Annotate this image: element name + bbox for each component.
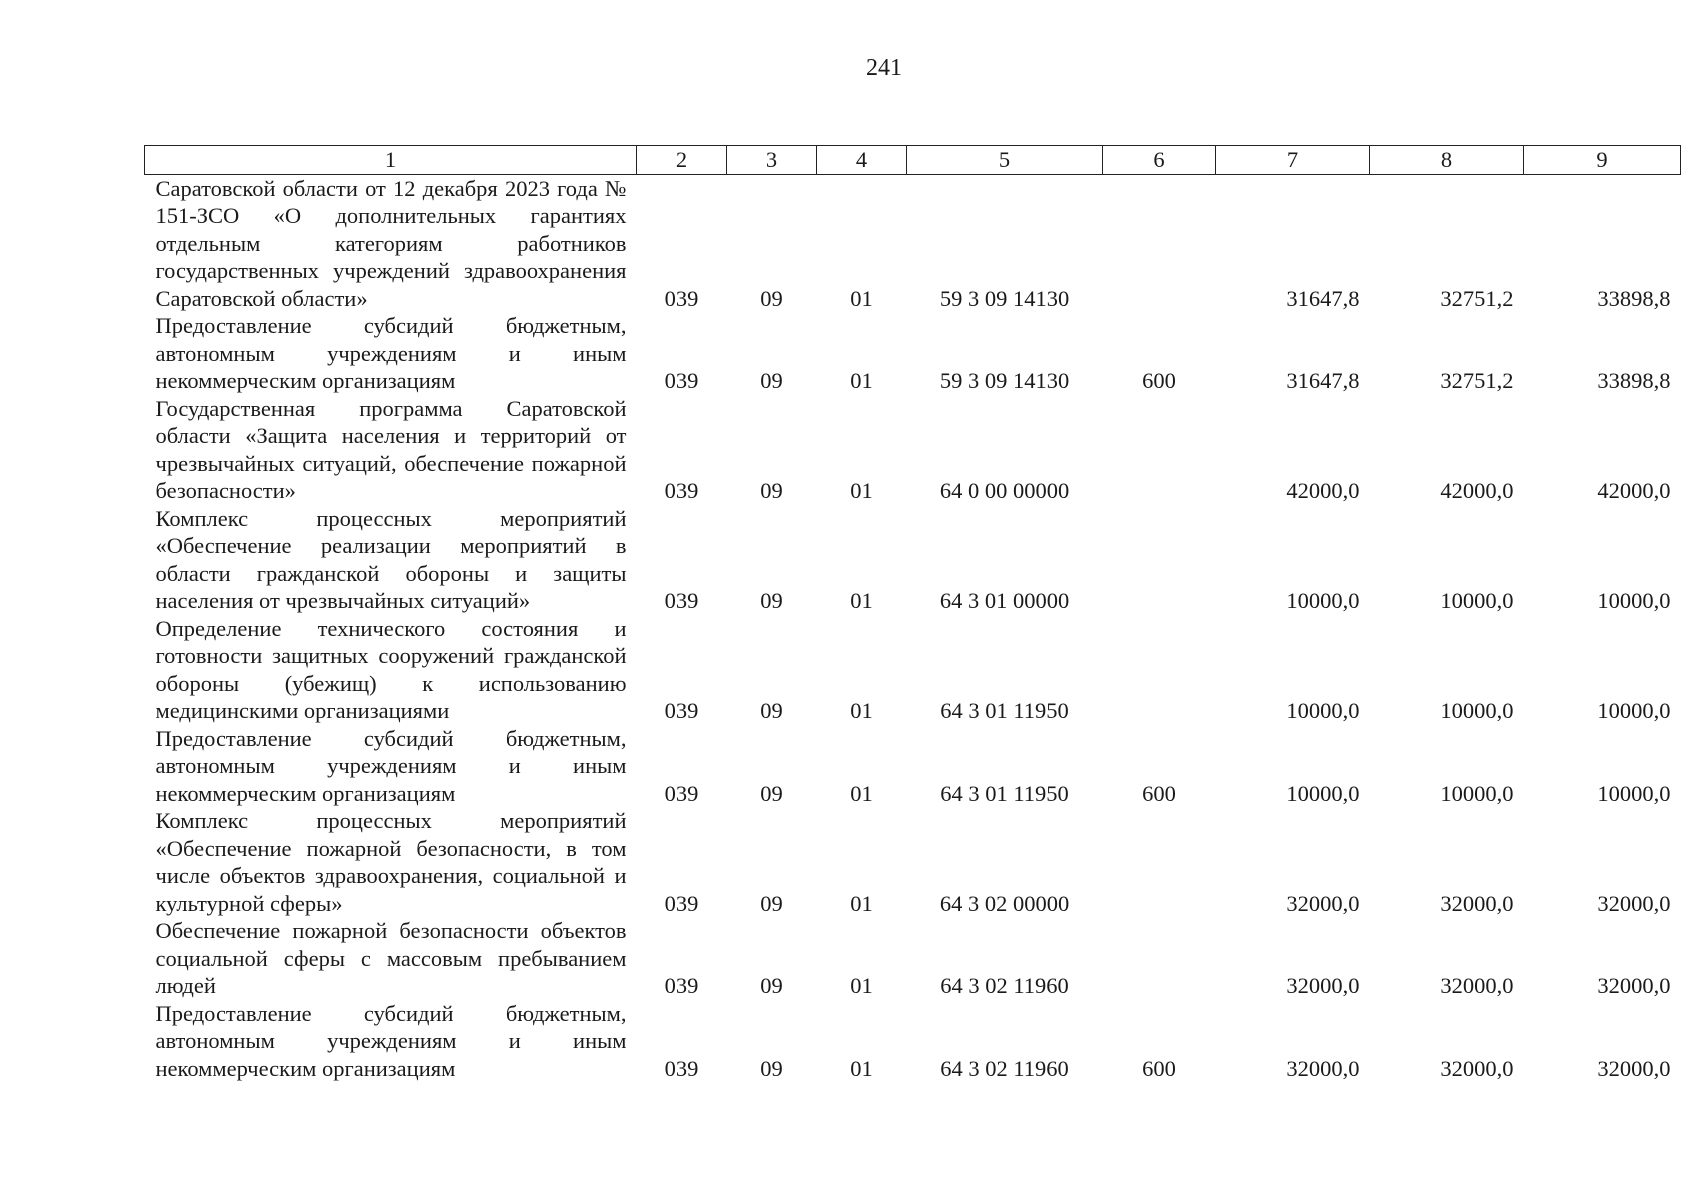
amount-col8: 32000,0 (1440, 973, 1514, 998)
table-row (145, 174, 1681, 312)
table-row (145, 917, 1681, 1000)
amount-col9: 32000,0 (1597, 973, 1671, 998)
target-article-code: 64 3 01 11950 (940, 780, 1069, 806)
row-name: Комплекс процессных мероприятий «Обеспечение пожарной безопасности, в том числе объектов здравоохранения, социальной и культурной сферы» (155, 808, 627, 916)
budget-table (144, 145, 1681, 1082)
table-row (145, 725, 1681, 808)
subsection-code: 01 (850, 890, 873, 916)
column-header-row (145, 146, 1681, 175)
amount-col7: 10000,0 (1286, 588, 1360, 613)
subsection-code: 01 (850, 588, 873, 613)
expense-type-code (1103, 615, 1216, 725)
ved-code: 039 (664, 698, 699, 723)
expense-type-code: 600 (1142, 1055, 1176, 1081)
section-code: 09 (760, 780, 783, 806)
expense-type-code (1103, 174, 1216, 312)
amount-col9: 32000,0 (1597, 1055, 1671, 1081)
amount-col8: 32751,2 (1440, 285, 1514, 311)
row-name: Предоставление субсидий бюджетным, автономным учреждениям и иным некоммерческим организациям (155, 725, 627, 806)
amount-col7: 32000,0 (1286, 1055, 1360, 1081)
amount-col7: 42000,0 (1286, 478, 1360, 503)
amount-col8: 32000,0 (1440, 1055, 1514, 1081)
column-header: 3 (727, 146, 817, 175)
ved-code: 039 (664, 368, 699, 393)
column-header: 1 (145, 146, 637, 175)
subsection-code: 01 (850, 285, 873, 311)
expense-type-code (1103, 917, 1216, 1000)
amount-col9: 33898,8 (1597, 285, 1671, 311)
ved-code: 039 (664, 973, 699, 998)
section-code: 09 (760, 285, 783, 311)
amount-col8: 32000,0 (1440, 890, 1514, 916)
column-header: 2 (637, 146, 727, 175)
table-row (145, 395, 1681, 505)
subsection-code: 01 (850, 1055, 873, 1081)
section-code: 09 (760, 973, 783, 998)
amount-col8: 10000,0 (1440, 698, 1514, 723)
expense-type-code (1103, 395, 1216, 505)
ved-code: 039 (664, 478, 699, 503)
table-row (145, 807, 1681, 917)
amount-col9: 32000,0 (1597, 890, 1671, 916)
row-name: Определение технического состояния и готовности защитных сооружений гражданской обороны (убежищ) к использованию медицинскими организациями (155, 615, 627, 723)
amount-col9: 33898,8 (1597, 368, 1671, 393)
target-article-code: 64 3 02 00000 (939, 890, 1070, 916)
amount-col9: 10000,0 (1597, 588, 1671, 613)
amount-col8: 32751,2 (1440, 368, 1514, 393)
page-number: 241 (866, 55, 902, 81)
subsection-code: 01 (850, 698, 873, 723)
section-code: 09 (760, 1055, 783, 1081)
amount-col9: 10000,0 (1597, 698, 1671, 723)
row-name: Предоставление субсидий бюджетным, автономным учреждениям и иным некоммерческим организациям (155, 313, 627, 393)
expense-type-code: 600 (1142, 368, 1176, 393)
section-code: 09 (760, 890, 783, 916)
section-code: 09 (760, 478, 783, 503)
subsection-code: 01 (850, 780, 873, 806)
row-name: Обеспечение пожарной безопасности объектов социальной сферы с массовым пребыванием людей (155, 918, 627, 998)
ved-code: 039 (664, 1055, 699, 1081)
amount-col7: 31647,8 (1286, 368, 1360, 393)
row-name: Комплекс процессных мероприятий «Обеспечение реализации мероприятий в области гражданской обороны и защиты населения от чрезвычайных ситуаций» (155, 505, 627, 613)
section-code: 09 (760, 588, 783, 613)
amount-col7: 32000,0 (1286, 890, 1360, 916)
table-row (145, 615, 1681, 725)
subsection-code: 01 (850, 973, 873, 998)
target-article-code: 64 3 01 11950 (940, 698, 1069, 723)
subsection-code: 01 (850, 368, 873, 393)
amount-col9: 10000,0 (1597, 780, 1671, 806)
ved-code: 039 (664, 780, 699, 806)
column-header: 5 (907, 146, 1103, 175)
amount-col7: 10000,0 (1286, 698, 1360, 723)
section-code: 09 (760, 698, 783, 723)
expense-type-code (1103, 807, 1216, 917)
target-article-code: 64 3 02 11960 (940, 973, 1069, 998)
subsection-code: 01 (850, 478, 873, 503)
amount-col7: 31647,8 (1286, 285, 1360, 311)
target-article-code: 64 3 02 11960 (940, 1055, 1069, 1081)
column-header: 6 (1103, 146, 1216, 175)
target-article-code: 64 3 01 00000 (939, 588, 1070, 613)
ved-code: 039 (664, 588, 699, 613)
column-header: 9 (1524, 146, 1681, 175)
ved-code: 039 (664, 285, 699, 311)
section-code: 09 (760, 368, 783, 393)
table-row (145, 1000, 1681, 1083)
target-article-code: 59 3 09 14130 (939, 368, 1070, 393)
expense-type-code (1103, 505, 1216, 615)
column-header: 8 (1370, 146, 1524, 175)
amount-col8: 10000,0 (1440, 588, 1514, 613)
amount-col8: 42000,0 (1440, 478, 1514, 503)
table-row (145, 312, 1681, 395)
amount-col9: 42000,0 (1597, 478, 1671, 503)
ved-code: 039 (664, 890, 699, 916)
column-header: 4 (817, 146, 907, 175)
row-name: Государственная программа Саратовской области «Защита населения и территорий от чрезвычайных ситуаций, обеспечение пожарной безопасности» (155, 395, 627, 503)
amount-col7: 10000,0 (1286, 780, 1360, 806)
expense-type-code: 600 (1142, 780, 1176, 806)
target-article-code: 59 3 09 14130 (939, 285, 1070, 311)
amount-col8: 10000,0 (1440, 780, 1514, 806)
target-article-code: 64 0 00 00000 (939, 478, 1070, 503)
table-row (145, 505, 1681, 615)
row-name: Саратовской области от 12 декабря 2023 года № 151-ЗСО «О дополнительных гарантиях отдельным категориям работников государственных учреждений здравоохранения Саратовской области» (155, 175, 627, 311)
row-name: Предоставление субсидий бюджетным, автономным учреждениям и иным некоммерческим организациям (155, 1000, 627, 1081)
amount-col7: 32000,0 (1286, 973, 1360, 998)
column-header: 7 (1216, 146, 1370, 175)
